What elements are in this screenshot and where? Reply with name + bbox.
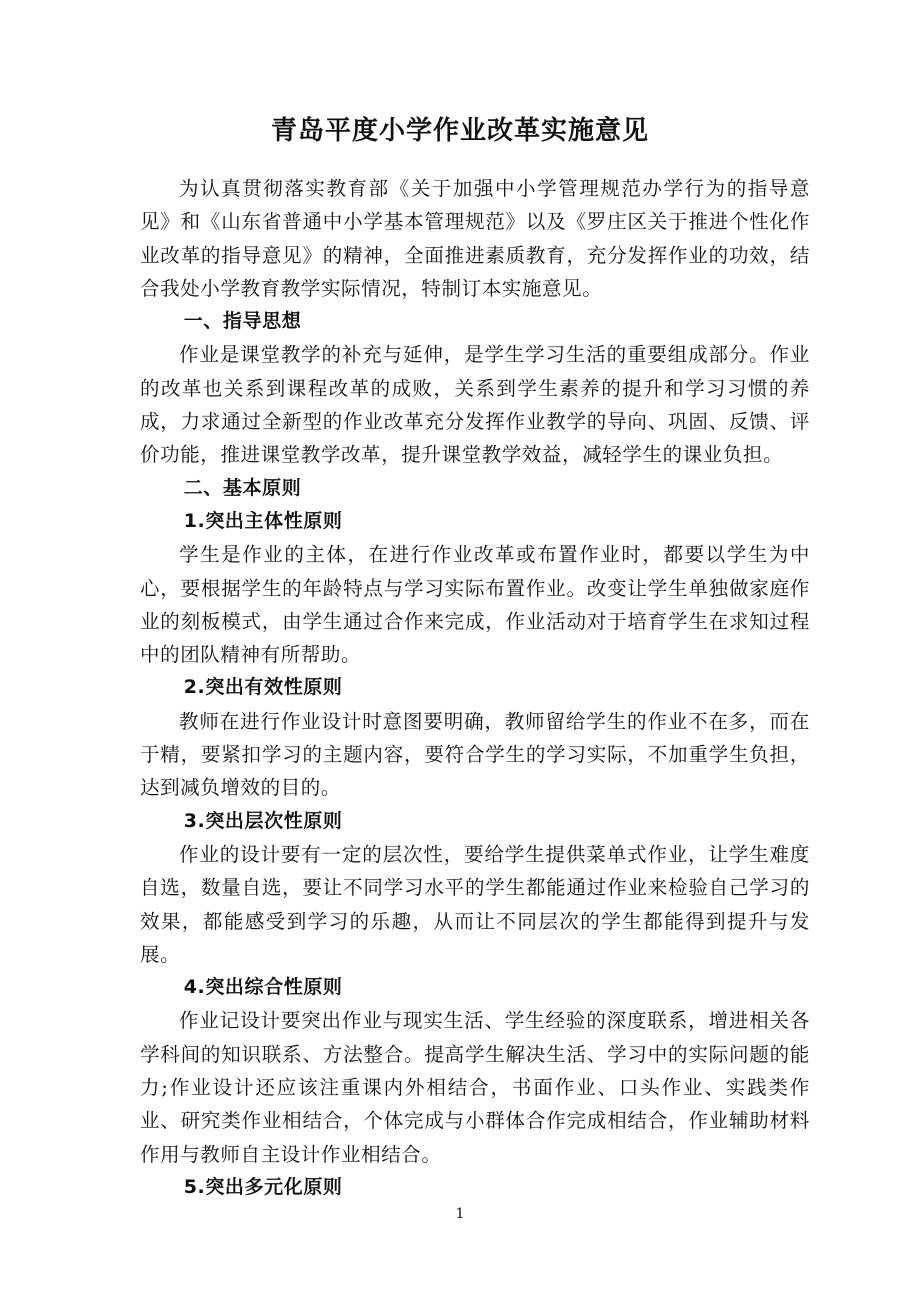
principle-paragraph-effectiveness: 教师在进行作业设计时意图要明确，教师留给学生的作业不在多，而在于精，要紧扣学习的主题内容，要符合学生的学习实际，不加重学生负担，达到减负增效的目的。 [140, 709, 810, 800]
principle-paragraph-hierarchy: 作业的设计要有一定的层次性，要给学生提供菜单式作业，让学生难度自选，数量自选，要让不同学习水平的学生都能通过作业来检验自己学习的效果，都能感受到学习的乐趣，从而让不同层次的学生都能得到提升与发展。 [140, 842, 810, 966]
principle-heading-comprehensiveness: 4.突出综合性原则 [183, 976, 343, 999]
principle-heading-subjectivity: 1.突出主体性原则 [183, 509, 343, 532]
principle-heading-diversification: 5.突出多元化原则 [183, 1175, 343, 1198]
principle-paragraph-comprehensiveness: 作业记设计要突出作业与现实生活、学生经验的深度联系，增进相关各学科间的知识联系、方法整合。提高学生解决生活、学习中的实际问题的能力;作业设计还应该注重课内外相结合，书面作业、口头作业、实践类作业、研究类作业相结合，个体完成与小群体合作完成相结合，作业辅助材料作用与教师自主设计作业相结合。 [140, 1009, 810, 1166]
document-body [140, 170, 810, 1204]
principle-paragraph-subjectivity: 学生是作业的主体，在进行作业改革或布置作业时，都要以学生为中心，要根据学生的年龄特点与学习实际布置作业。改变让学生单独做家庭作业的刻板模式，由学生通过合作来完成，作业活动对于培育学生在求知过程中的团队精神有所帮助。 [140, 543, 810, 667]
principle-heading-effectiveness: 2.突出有效性原则 [183, 676, 343, 699]
page-number: 1 [455, 1206, 465, 1222]
intro-paragraph: 为认真贯彻落实教育部《关于加强中小学管理规范办学行为的指导意见》和《山东省普通中小学基本管理规范》以及《罗庄区关于推进个性化作业改革的指导意见》的精神，全面推进素质教育，充分发挥作业的功效，结合我处小学教育教学实际情况，特制订本实施意见。 [140, 177, 810, 300]
section-heading-basic-principles: 二、基本原则 [183, 476, 302, 499]
guiding-ideology-paragraph: 作业是课堂教学的补充与延伸，是学生学习生活的重要组成部分。作业的改革也关系到课程改革的成败，关系到学生素养的提升和学习习惯的养成，力求通过全新型的作业改革充分发挥作业教学的导向、巩固、反馈、评价功能，推进课堂教学改革，提升课堂教学效益，减轻学生的课业负担。 [140, 343, 810, 467]
document-title: 青岛平度小学作业改革实施意见 [270, 116, 649, 146]
section-heading-guiding-ideology: 一、指导思想 [183, 310, 302, 333]
principle-heading-hierarchy: 3.突出层次性原则 [183, 809, 343, 832]
